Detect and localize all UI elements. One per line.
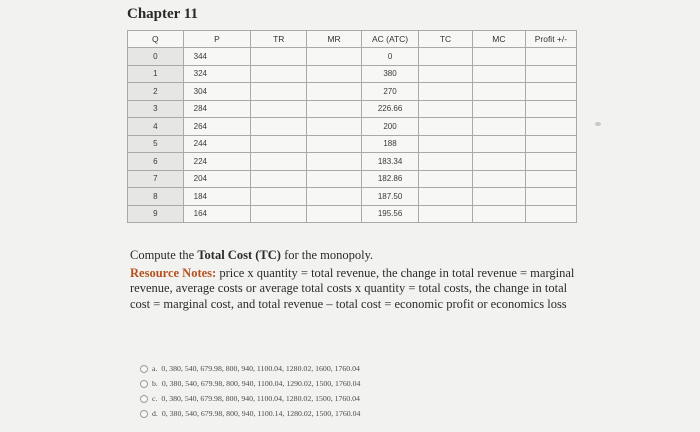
cell-q: 9 [128, 205, 184, 223]
cell-tc [419, 48, 473, 66]
cell-p: 304 [183, 83, 251, 101]
cell-tr [251, 83, 307, 101]
radio-icon[interactable] [140, 395, 148, 403]
question-text [130, 248, 580, 264]
cell-tr [251, 100, 307, 118]
cell-tr [251, 153, 307, 171]
option-letter: a. [152, 364, 158, 373]
cell-tc [419, 205, 473, 223]
radio-icon[interactable] [140, 380, 148, 388]
cell-mr [307, 48, 362, 66]
cell-mc [472, 135, 525, 153]
cell-mc [472, 118, 525, 136]
cell-tr [251, 48, 307, 66]
cell-mr [307, 153, 362, 171]
resource-notes [130, 266, 580, 313]
table-row [128, 100, 577, 118]
cell-q: 1 [128, 65, 184, 83]
col-header-ac: AC (ATC) [362, 31, 419, 48]
answer-options [140, 361, 360, 421]
cell-profit [525, 65, 576, 83]
option-text: 0, 380, 540, 679.98, 800, 940, 1100.14, 1280.02, 1500, 1760.04 [161, 409, 361, 418]
cell-mc [472, 205, 525, 223]
col-header-mc: MC [472, 31, 525, 48]
cell-ac: 183.34 [362, 153, 419, 171]
cell-tc [419, 100, 473, 118]
cell-profit [525, 118, 576, 136]
table-row [128, 188, 577, 206]
table-row [128, 65, 577, 83]
cell-tc [419, 135, 473, 153]
cell-mr [307, 100, 362, 118]
cell-tc [419, 188, 473, 206]
cell-ac: 226.66 [362, 100, 419, 118]
table-row [128, 83, 577, 101]
cell-tc [419, 153, 473, 171]
cell-q: 6 [128, 153, 184, 171]
cell-p: 164 [183, 205, 251, 223]
cell-mc [472, 83, 525, 101]
cell-mc [472, 170, 525, 188]
radio-icon[interactable] [140, 410, 148, 418]
cell-q: 0 [128, 48, 184, 66]
option-c[interactable] [140, 391, 360, 406]
question-prefix: Compute the [130, 248, 198, 262]
cell-profit [525, 170, 576, 188]
cell-profit [525, 83, 576, 101]
cell-mr [307, 188, 362, 206]
cell-mc [472, 65, 525, 83]
radio-icon[interactable] [140, 365, 148, 373]
col-header-mr: MR [307, 31, 362, 48]
table-row [128, 205, 577, 223]
option-d[interactable] [140, 406, 360, 421]
cell-ac: 182.86 [362, 170, 419, 188]
col-header-q: Q [128, 31, 184, 48]
cell-mr [307, 65, 362, 83]
cell-mc [472, 188, 525, 206]
cell-p: 224 [183, 153, 251, 171]
cell-p: 204 [183, 170, 251, 188]
scan-smudge [595, 122, 601, 126]
question-suffix: for the monopoly. [280, 248, 374, 262]
cell-p: 244 [183, 135, 251, 153]
table-row [128, 118, 577, 136]
cell-profit [525, 100, 576, 118]
monopoly-table [127, 30, 577, 223]
table-row [128, 48, 577, 66]
table-header-row [128, 31, 577, 48]
cell-profit [525, 188, 576, 206]
cell-tr [251, 118, 307, 136]
cell-ac: 188 [362, 135, 419, 153]
cell-q: 4 [128, 118, 184, 136]
cell-tr [251, 65, 307, 83]
cell-tc [419, 170, 473, 188]
table-row [128, 153, 577, 171]
cell-tr [251, 170, 307, 188]
col-header-profit: Profit +/- [525, 31, 576, 48]
cell-mr [307, 170, 362, 188]
option-a[interactable] [140, 361, 360, 376]
cell-ac: 380 [362, 65, 419, 83]
cell-mr [307, 118, 362, 136]
cell-p: 324 [183, 65, 251, 83]
cell-p: 264 [183, 118, 251, 136]
question-bold: Total Cost (TC) [197, 248, 281, 262]
table-row [128, 170, 577, 188]
option-text: 0, 380, 540, 679.98, 800, 940, 1100.04, 1280.02, 1600, 1760.04 [161, 364, 360, 373]
cell-ac: 0 [362, 48, 419, 66]
cell-ac: 200 [362, 118, 419, 136]
cell-mr [307, 83, 362, 101]
cell-profit [525, 153, 576, 171]
cell-q: 8 [128, 188, 184, 206]
cell-q: 2 [128, 83, 184, 101]
cell-profit [525, 205, 576, 223]
cell-p: 284 [183, 100, 251, 118]
cell-q: 3 [128, 100, 184, 118]
option-letter: d. [152, 409, 158, 418]
cell-ac: 195.56 [362, 205, 419, 223]
question-block [130, 248, 580, 312]
cell-mr [307, 135, 362, 153]
cell-tc [419, 118, 473, 136]
resource-notes-label: Resource Notes: [130, 265, 217, 280]
cell-profit [525, 135, 576, 153]
cell-tc [419, 83, 473, 101]
cell-ac: 187.50 [362, 188, 419, 206]
cell-p: 184 [183, 188, 251, 206]
resource-notes-text: price x quantity = total revenue, the change in total revenue = marginal revenue, average costs or average total costs x quantity = total costs, the change in total cost = marginal cost, and total revenue – total cost = economic profit or economics loss [130, 265, 575, 311]
option-letter: c. [152, 394, 158, 403]
cell-q: 5 [128, 135, 184, 153]
option-text: 0, 380, 540, 679.98, 800, 940, 1100.04, 1280.02, 1500, 1760.04 [161, 394, 360, 403]
cell-mc [472, 100, 525, 118]
option-b[interactable] [140, 376, 360, 391]
cell-p: 344 [183, 48, 251, 66]
cell-q: 7 [128, 170, 184, 188]
col-header-p: P [183, 31, 251, 48]
cell-tr [251, 188, 307, 206]
cell-profit [525, 48, 576, 66]
col-header-tc: TC [419, 31, 473, 48]
table-row [128, 135, 577, 153]
option-letter: b. [152, 379, 158, 388]
cell-tc [419, 65, 473, 83]
cell-ac: 270 [362, 83, 419, 101]
cell-tr [251, 205, 307, 223]
cell-tr [251, 135, 307, 153]
cell-mc [472, 48, 525, 66]
cell-mr [307, 205, 362, 223]
option-text: 0, 380, 540, 679.98, 800, 940, 1100.04, 1290.02, 1500, 1760.04 [161, 379, 361, 388]
chapter-title: Chapter 11 [127, 6, 198, 22]
col-header-tr: TR [251, 31, 307, 48]
cell-mc [472, 153, 525, 171]
